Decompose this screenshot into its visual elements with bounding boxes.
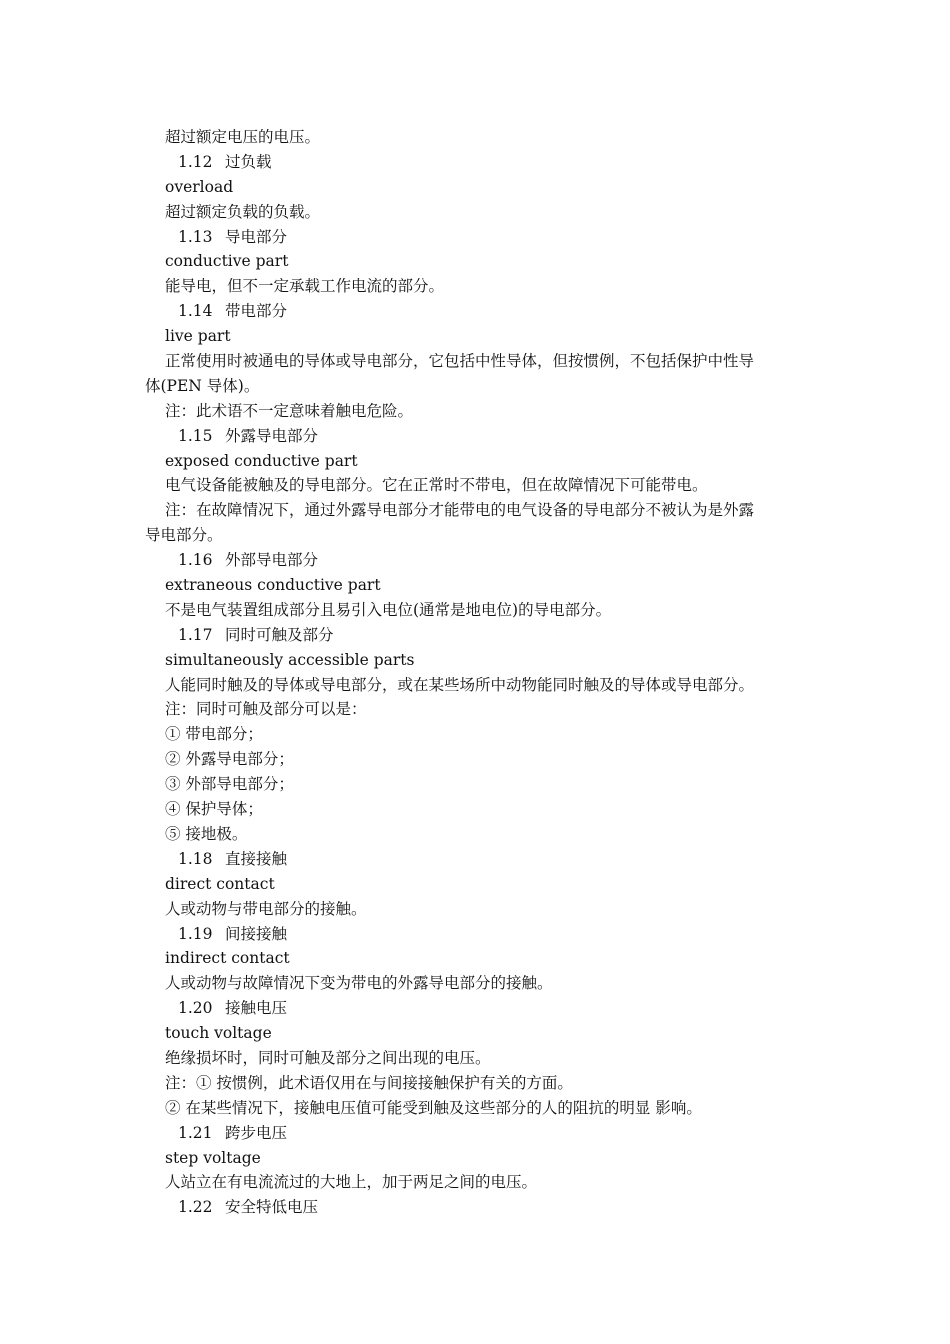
section-title: 跨步电压 bbox=[225, 1123, 288, 1142]
text-line: 绝缘损坏时，同时可触及部分之间出现的电压。 bbox=[165, 1048, 491, 1067]
section-heading bbox=[0, 225, 950, 250]
text-line: indirect contact bbox=[165, 949, 290, 968]
section-heading bbox=[0, 1195, 950, 1220]
text-line: ⑤ 接地极。 bbox=[165, 824, 248, 843]
text-line: ① 带电部分； bbox=[165, 725, 263, 744]
text-line: ④ 保护导体； bbox=[165, 800, 263, 819]
text-line: 人或动物与故障情况下变为带电的外露导电部分的接触。 bbox=[165, 974, 553, 993]
section-title: 直接接触 bbox=[225, 849, 288, 868]
section-heading bbox=[0, 922, 950, 947]
section-title: 同时可触及部分 bbox=[225, 625, 334, 644]
section-number: 1.13 bbox=[178, 227, 213, 246]
section-title: 外部导电部分 bbox=[225, 551, 319, 570]
text-line: direct contact bbox=[165, 874, 275, 893]
text-line: live part bbox=[165, 327, 231, 346]
section-title: 外露导电部分 bbox=[225, 426, 319, 445]
document-page bbox=[0, 125, 950, 1220]
text-line: touch voltage bbox=[165, 1024, 272, 1043]
section-title: 安全特低电压 bbox=[225, 1198, 319, 1217]
section-heading bbox=[0, 996, 950, 1021]
text-line: 人或动物与带电部分的接触。 bbox=[165, 899, 367, 918]
section-number: 1.19 bbox=[178, 924, 213, 943]
text-line: 不是电气装置组成部分且易引入电位(通常是地电位)的导电部分。 bbox=[165, 600, 612, 619]
section-number: 1.12 bbox=[178, 152, 213, 171]
text-line: 正常使用时被通电的导体或导电部分，它包括中性导体，但按惯例，不包括保护中性导 bbox=[165, 352, 755, 371]
text-line: exposed conductive part bbox=[165, 451, 358, 470]
section-heading bbox=[0, 150, 950, 175]
text-line: 注：此术语不一定意味着触电危险。 bbox=[165, 401, 414, 420]
text-line: simultaneously accessible parts bbox=[165, 650, 415, 669]
text-line: 导电部分。 bbox=[145, 526, 223, 545]
section-number: 1.16 bbox=[178, 551, 213, 570]
section-heading bbox=[0, 548, 950, 573]
section-title: 间接接触 bbox=[225, 924, 288, 943]
section-number: 1.18 bbox=[178, 849, 213, 868]
text-line: 能导电，但不一定承载工作电流的部分。 bbox=[165, 277, 445, 296]
section-number: 1.20 bbox=[178, 999, 213, 1018]
text-line: conductive part bbox=[165, 252, 289, 271]
section-title: 过负载 bbox=[225, 152, 272, 171]
text-line: extraneous conductive part bbox=[165, 576, 381, 595]
text-line: 注：同时可触及部分可以是： bbox=[165, 700, 367, 719]
section-heading bbox=[0, 847, 950, 872]
section-number: 1.17 bbox=[178, 625, 213, 644]
text-line: 人能同时触及的导体或导电部分，或在某些场所中动物能同时触及的导体或导电部分。 bbox=[165, 675, 755, 694]
section-title: 带电部分 bbox=[225, 302, 288, 321]
text-line: ② 外露导电部分； bbox=[165, 750, 294, 769]
section-number: 1.22 bbox=[178, 1198, 213, 1217]
text-line: step voltage bbox=[165, 1148, 261, 1167]
text-line: 注：① 按惯例，此术语仅用在与间接接触保护有关的方面。 bbox=[165, 1073, 573, 1092]
text-line: overload bbox=[165, 177, 234, 196]
section-heading bbox=[0, 1121, 950, 1146]
section-number: 1.15 bbox=[178, 426, 213, 445]
section-heading bbox=[0, 623, 950, 648]
section-title: 导电部分 bbox=[225, 227, 288, 246]
section-number: 1.21 bbox=[178, 1123, 213, 1142]
text-line: 体(PEN 导体)。 bbox=[145, 376, 260, 395]
section-number: 1.14 bbox=[178, 302, 213, 321]
text-line: 电气设备能被触及的导电部分。它在正常时不带电，但在故障情况下可能带电。 bbox=[165, 476, 708, 495]
text-line: ② 在某些情况下，接触电压值可能受到触及这些部分的人的阻抗的明显 影响。 bbox=[165, 1098, 702, 1117]
section-heading bbox=[0, 424, 950, 449]
text-line: ③ 外部导电部分； bbox=[165, 775, 294, 794]
section-title: 接触电压 bbox=[225, 999, 288, 1018]
text-line: 注：在故障情况下，通过外露导电部分才能带电的电气设备的导电部分不被认为是外露 bbox=[165, 501, 755, 520]
section-heading bbox=[0, 299, 950, 324]
text-line: 人站立在有电流流过的大地上，加于两足之间的电压。 bbox=[165, 1173, 538, 1192]
text-line: 超过额定电压的电压。 bbox=[165, 128, 321, 146]
text-line: 超过额定负载的负载。 bbox=[165, 202, 321, 221]
